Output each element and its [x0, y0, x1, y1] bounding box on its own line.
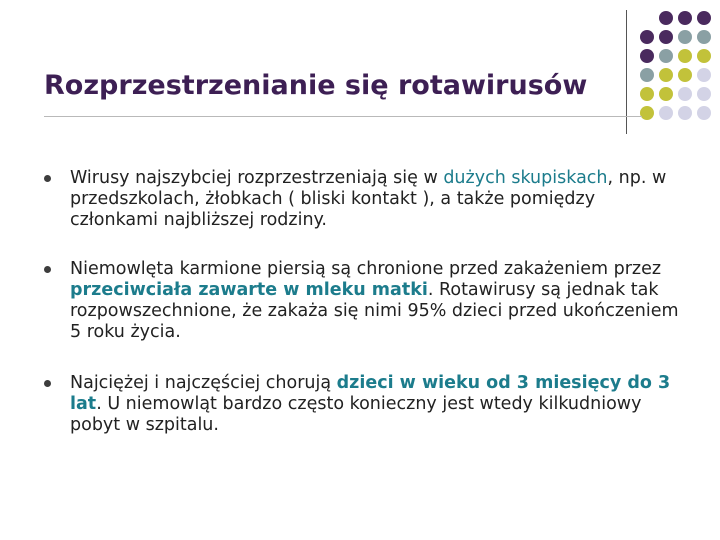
slide-title: Rozprzestrzenianie się rotawirusów [44, 70, 588, 101]
title-underline [44, 116, 642, 117]
decorative-dot [697, 49, 711, 63]
bullet-marker [44, 175, 51, 182]
decorative-dot [640, 49, 654, 63]
decorative-dot [640, 30, 654, 44]
bullet-text: Najciężej i najczęściej chorują dzieci w wieku od 3 miesięcy do 3 lat. U niemowląt bardzo często konieczny jest wtedy kilkudniowy pobyt w szpitalu. [70, 373, 671, 435]
decorative-dot [640, 68, 654, 82]
decorative-dot [678, 106, 692, 120]
decorative-dot [659, 68, 673, 82]
decorative-dot [640, 87, 654, 101]
bullet-marker [44, 266, 51, 273]
decorative-dot [697, 30, 711, 44]
bullet-marker [44, 380, 51, 387]
decorative-dot [659, 11, 673, 25]
highlight-text: dzieci w wieku od 3 miesięcy do 3 lat [70, 373, 671, 414]
highlight-text: dużych skupiskach [443, 168, 608, 188]
decorative-dot [697, 87, 711, 101]
decorative-dot [659, 30, 673, 44]
bullet-text: Niemowlęta karmione piersią są chronione przed zakażeniem przez przeciwciała zawarte w mleku matki. Rotawirusy są jednak tak rozpowszechnione, że zakaża się nimi 95% dzieci przed ukończeniem 5 roku życia. [70, 259, 679, 342]
decorative-dot [678, 11, 692, 25]
bullet-list [44, 168, 684, 464]
decorative-dot [697, 68, 711, 82]
decorative-dot [697, 11, 711, 25]
bullet-item [44, 168, 684, 231]
highlight-text: przeciwciała zawarte w mleku matki [70, 280, 428, 300]
bullet-item [44, 373, 684, 436]
decorative-dot [678, 49, 692, 63]
decorative-dot [659, 87, 673, 101]
decorative-dot [659, 106, 673, 120]
bullet-item [44, 259, 684, 343]
decorative-dot [697, 106, 711, 120]
decorative-dot [678, 87, 692, 101]
decorative-dot [678, 30, 692, 44]
decorative-dot [659, 49, 673, 63]
bullet-text: Wirusy najszybciej rozprzestrzeniają się w dużych skupiskach, np. w przedszkolach, żłobkach ( bliski kontakt ), a także pomiędzy członkami najbliższej rodziny. [70, 168, 667, 230]
decorative-dot [640, 106, 654, 120]
decorative-dot [678, 68, 692, 82]
